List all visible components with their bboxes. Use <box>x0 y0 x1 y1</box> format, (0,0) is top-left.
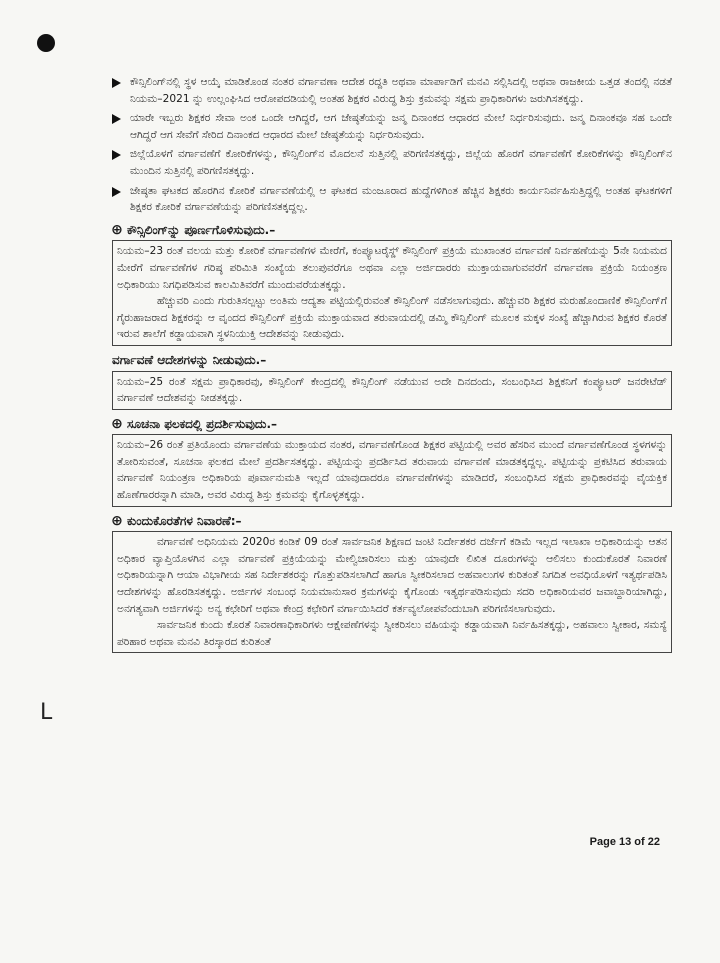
section-body: ನಿಯಮ–25 ರಂತೆ ಸಕ್ಷಮ ಪ್ರಾಧಿಕಾರವು, ಕೌನ್ಸಿಲಿಂಗ್ ಕೇಂದ್ರದಲ್ಲಿ ಕೌನ್ಸಿಲಿಂಗ್ ನಡೆಯುವ ಅದೇ ದಿನದಂದು, ಸಂಬಂಧಿಸಿದ ಶಿಕ್ಷಕನಿಗೆ ಕಂಪ್ಯೂಟರ್ ಜನರೇಟೆಡ್ ವರ್ಗಾವಣೆ ಆದೇಶವನ್ನು ನೀಡತಕ್ಕದ್ದು. <box>112 371 672 410</box>
section-body: ನಿಯಮ–23 ರಂತೆ ವಲಯ ಮತ್ತು ಕೋರಿಕೆ ವರ್ಗಾವಣೆಗಳ ಮೇರೆಗೆ, ಕಂಪ್ಯೂಟರೈಸ್ಡ್ ಕೌನ್ಸಿಲಿಂಗ್ ಪ್ರಕ್ರಿಯೆ ಮುಖಾಂತರ ವರ್ಗಾವಣೆ ನಿರ್ವಹಣೆಯನ್ನು 5ನೇ ನಿಯಮದ ಮೇರೆಗೆ ವರ್ಗಾವಣೆಗಳ ಗರಿಷ್ಠ ಪರಿಮಿತಿ ಸಂಖ್ಯೆಯ ತಲುಪುವರೆಗೂ ಅಥವಾ ಎಲ್ಲಾ ಅರ್ಜಿದಾರರು ಮುಕ್ತಾಯವಾಗುವವರೆಗೆ ವರ್ಗಾವಣಾ ಪ್ರಕ್ರಿಯೆ ನಿಯಂತ್ರಣ ಅಧಿಕಾರಿಯು ನಿಗಧಿಪಡಿಸುವ ಕಾಲಮಿತಿವರೆಗೆ ಮುಂದುವರೆಯತಕ್ಕದ್ದು. ಹೆಚ್ಚುವರಿ ಎಂದು ಗುರುತಿಸಲ್ಪಟ್ಟು ಅಂತಿಮ ಆದ್ಯತಾ ಪಟ್ಟಿಯಲ್ಲಿರುವಂತೆ ಕೌನ್ಸಿಲಿಂಗ್ ನಡೆಸಲಾಗುವುದು. ಹೆಚ್ಚುವರಿ ಶಿಕ್ಷಕರ ಮರುಹೊಂದಾಣಿಕೆ ಕೌನ್ಸಿಲಿಂಗ್‌ಗೆ ಗೈರುಹಾಜರಾದ ಶಿಕ್ಷಕರನ್ನು ಆ ವೃಂದದ ಕೌನ್ಸಿಲಿಂಗ್ ಪ್ರಕ್ರಿಯೆ ಮುಕ್ತಾಯವಾದ ತರುವಾಯದಲ್ಲಿ ಡಮ್ಮಿ ಕೌನ್ಸಿಲಿಂಗ್ ಮೂಲಕ ಮಕ್ಕಳ ಸಂಖ್ಯೆ ಹೆಚ್ಚಾಗಿರುವ ಶಿಕ್ಷಕರ ಕೊರತೆ ಇರುವ ಶಾಲೆಗೆ ಕಡ್ಡಾಯವಾಗಿ ಸ್ಥಳನಿಯುಕ್ತಿ ಆದೇಶವನ್ನು ನೀಡುವುದು. <box>112 240 672 346</box>
bullet-item: ಜಿಲ್ಲೆಯೊಳಗೆ ವರ್ಗಾವಣೆಗೆ ಕೋರಿಕೆಗಳನ್ನು, ಕೌನ್ಸಿಲಿಂಗ್‌ನ ಮೊದಲನೆ ಸುತ್ತಿನಲ್ಲಿ ಪರಿಗಣಿಸತಕ್ಕದ್ದು, ಜಿಲ್ಲೆಯ ಹೊರಗೆ ವರ್ಗಾವಣೆಗೆ ಕೋರಿಕೆಗಳನ್ನು ಕೌನ್ಸಿಲಿಂಗ್‌ನ ಮುಂದಿನ ಸುತ್ತಿನಲ್ಲಿ ಪರಿಗಣಿಸತಕ್ಕದ್ದು. <box>112 146 672 179</box>
section-body: ವರ್ಗಾವಣೆ ಅಧಿನಿಯಮ 2020ರ ಕಂಡಿಕೆ 09 ರಂತೆ ಸಾರ್ವಜನಿಕ ಶಿಕ್ಷಣದ ಜಂಟಿ ನಿರ್ದೇಶಕರ ದರ್ಜೆಗೆ ಕಡಿಮೆ ಇಲ್ಲದ ಇಲಾಖಾ ಅಧಿಕಾರಿಯನ್ನು ಆತನ ಅಧಿಕಾರ ವ್ಯಾಪ್ತಿಯೊಳಗಿನ ಎಲ್ಲಾ ವರ್ಗಾವಣೆ ಪ್ರಕ್ರಿಯೆಯನ್ನು ಮೇಲ್ವಿಚಾರಿಸಲು ಮತ್ತು ಯಾವುದೇ ಲಿಖಿತ ದೂರುಗಳನ್ನು ಆಲಿಸಲು ಕುಂದುಕೊರತೆ ನಿವಾರಣೆ ಅಧಿಕಾರಿಯನ್ನಾಗಿ ಆಯಾ ವಿಭಾಗೀಯ ಸಹ ನಿರ್ದೇಶಕರನ್ನು ಗೊತ್ತುಪಡಿಸಲಾಗಿದೆ ಹಾಗೂ ಸ್ವೀಕರಿಸಲಾದ ಅಹವಾಲುಗಳ ಕುರಿತಂತೆ ನಿಗದಿತ ಅವಧಿಯೊಳಗೆ ಇತ್ಯರ್ಥಪಡಿಸಿ ಆದೇಶಗಳನ್ನು ಹೊರಡಿಸತಕ್ಕದ್ದು. ಅರ್ಜಿಗಳ ಸಂಬಂಧ ನಿಯಮಾನುಸಾರ ಕ್ರಮಗಳನ್ನು ಕೈಗೊಂಡು ಇತ್ಯರ್ಥಪಡಿಸುವುದು ಸದರಿ ಅಧಿಕಾರಿಯವರ ಜವಾಬ್ದಾರಿಯಾಗಿದ್ದು, ಅನಗತ್ಯವಾಗಿ ಅರ್ಜಿಗಳನ್ನು ಅನ್ಯ ಕಛೇರಿಗೆ ಅಥವಾ ಕೇಂದ್ರ ಕಛೇರಿಗೆ ವರ್ಗಾಯಿಸಿದರೆ ಕರ್ತವ್ಯಲೋಪವೆಂದುಬಾಗಿ ಪರಿಗಣಿಸಲಾಗುವುದು. ಸಾರ್ವಜನಿಕ ಕುಂದು ಕೊರತೆ ನಿವಾರಣಾಧಿಕಾರಿಗಳು ಆಕ್ಷೇಪಣೆಗಳನ್ನು ಸ್ವೀಕರಿಸಲು ವಹಿಯನ್ನು ಕಡ್ಡಾಯವಾಗಿ ನಿರ್ವಹಿಸತಕ್ಕದ್ದು, ಅಹವಾಲು ಸ್ವೀಕಾರ, ಸಮಸ್ಯೆ ಪರಿಹಾರ ಅಥವಾ ಮನವಿ ತಿರಸ್ಕಾರದ ಕುರಿತಂತೆ <box>112 531 672 653</box>
page-number: Page 13 of 22 <box>589 836 660 848</box>
bullet-list <box>112 74 672 216</box>
crosshair-bullet-icon: ⊕ <box>111 222 123 239</box>
bullet-item: ಯಾರೇ ಇಬ್ಬರು ಶಿಕ್ಷಕರ ಸೇವಾ ಅಂಕ ಒಂದೇ ಆಗಿದ್ದರೆ, ಆಗ ಜೇಷ್ಠತೆಯನ್ನು ಜನ್ಮ ದಿನಾಂಕದ ಆಧಾರದ ಮೇಲೆ ನಿರ್ಧರಿಸುವುದು. ಜನ್ಮ ದಿನಾಂಕವೂ ಸಹ ಒಂದೇ ಆಗಿದ್ದರೆ ಆಗ ಸೇವೆಗೆ ಸೇರಿದ ದಿನಾಂಕದ ಆಧಾರದ ಮೇಲೆ ಜೇಷ್ಠತೆಯನ್ನು ನಿರ್ಧರಿಸುವುದು. <box>112 110 672 143</box>
bullet-item: ಕೌನ್ಸಿಲಿಂಗ್‌ನಲ್ಲಿ ಸ್ಥಳ ಆಯ್ಕೆ ಮಾಡಿಕೊಂಡ ನಂತರ ವರ್ಗಾವಣಾ ಆದೇಶ ರದ್ದತಿ ಅಥವಾ ಮಾರ್ಪಾಡಿಗೆ ಮನವಿ ಸಲ್ಲಿಸಿದಲ್ಲಿ ಅಥವಾ ರಾಜಕೀಯ ಒತ್ತಡ ತಂದಲ್ಲಿ ನಡತೆ ನಿಯಮ–2021 ನ್ನು ಉಲ್ಲಂಘಿಸಿದ ಆರೋಪದಡಿಯಲ್ಲಿ ಅಂತಹ ಶಿಕ್ಷಕರ ವಿರುದ್ಧ ಶಿಸ್ತು ಕ್ರಮವನ್ನು ಸಕ್ಷಮ ಪ್ರಾಧಿಕಾರಿಗಳು ಜರುಗಿಸತಕ್ಕದ್ದು. <box>112 74 672 107</box>
document-page <box>112 74 672 656</box>
margin-handwritten-mark: L <box>40 700 53 725</box>
section-body: ನಿಯಮ–26 ರಂತೆ ಪ್ರತಿಯೊಂದು ವರ್ಗಾವಣೆಯ ಮುಕ್ತಾಯದ ನಂತರ, ವರ್ಗಾವಣೆಗೊಂಡ ಶಿಕ್ಷಕರ ಪಟ್ಟಿಯಲ್ಲಿ ಅವರ ಹೆಸರಿನ ಮುಂದೆ ವರ್ಗಾವಣೆಗೊಂಡ ಸ್ಥಳಗಳನ್ನು ತೋರಿಸುವಂತೆ, ಸೂಚನಾ ಫಲಕದ ಮೇಲೆ ಪ್ರದರ್ಶಿಸತಕ್ಕದ್ದು. ಪಟ್ಟಿಯನ್ನು ಪ್ರದರ್ಶಿಸಿದ ತರುವಾಯ ವರ್ಗಾವಣೆ ಮಾಡತಕ್ಕದ್ದಲ್ಲ. ಪಟ್ಟಿಯನ್ನು ಪ್ರಕಟಿಸಿದ ತರುವಾಯ ವರ್ಗಾವಣೆ ನಿಯಂತ್ರಣ ಅಧಿಕಾರಿಯ ಪೂರ್ವಾನುಮತಿ ಇಲ್ಲದೆ ಯಾವುದಾದರೂ ವರ್ಗಾವಣೆಗಳನ್ನು ಮಾಡಿದರೆ, ಸಂಬಂಧಿಸಿದ ಸಕ್ಷಮ ಪ್ರಾಧಿಕಾರವನ್ನು ವೈಯಕ್ತಿಕ ಹೊಣೆಗಾರರನ್ನಾಗಿ ಮಾಡಿ, ಅವರ ವಿರುದ್ಧ ಶಿಸ್ತು ಕ್ರಮವನ್ನು ಕೈಗೊಳ್ಳತಕ್ಕದ್ದು. <box>112 434 672 506</box>
triangle-bullet-icon <box>112 150 121 160</box>
triangle-bullet-icon <box>112 78 121 88</box>
bullet-item: ಜೇಷ್ಠತಾ ಘಟಕದ ಹೊರಗಿನ ಕೋರಿಕೆ ವರ್ಗಾವಣೆಯಲ್ಲಿ ಆ ಘಟಕದ ಮಂಜೂರಾದ ಹುದ್ದೆಗಳಿಗಿಂತ ಹೆಚ್ಚಿನ ಶಿಕ್ಷಕರು ಕಾರ್ಯನಿರ್ವಹಿಸುತ್ತಿದ್ದಲ್ಲಿ ಅಂತಹ ಘಟಕಗಳಿಗೆ ಶಿಕ್ಷಕರ ಕೋರಿಕೆ ವರ್ಗಾವಣೆಯನ್ನು ಪರಿಗಣಿಸತಕ್ಕದ್ದಲ್ಲ. <box>112 183 672 216</box>
section-heading: ⊕ ಸೂಚನಾ ಫಲಕದಲ್ಲಿ ಪ್ರದರ್ಶಿಸುವುದು.– <box>111 415 278 432</box>
crosshair-bullet-icon: ⊕ <box>111 512 123 529</box>
triangle-bullet-icon <box>112 187 121 197</box>
punch-hole-dot <box>37 34 55 52</box>
triangle-bullet-icon <box>112 114 121 124</box>
section-heading: ⊕ ಕೌನ್ಸಿಲಿಂಗ್‌ನ್ನು ಪೂರ್ಣಗೊಳಿಸುವುದು.– <box>111 222 276 239</box>
crosshair-bullet-icon: ⊕ <box>111 415 123 432</box>
section-heading: ವರ್ಗಾವಣೆ ಆದೇಶಗಳನ್ನು ನೀಡುವುದು.– <box>112 352 267 367</box>
section-heading: ⊕ ಕುಂದುಕೊರತೆಗಳ ನಿವಾರಣೆ:– <box>111 512 242 529</box>
